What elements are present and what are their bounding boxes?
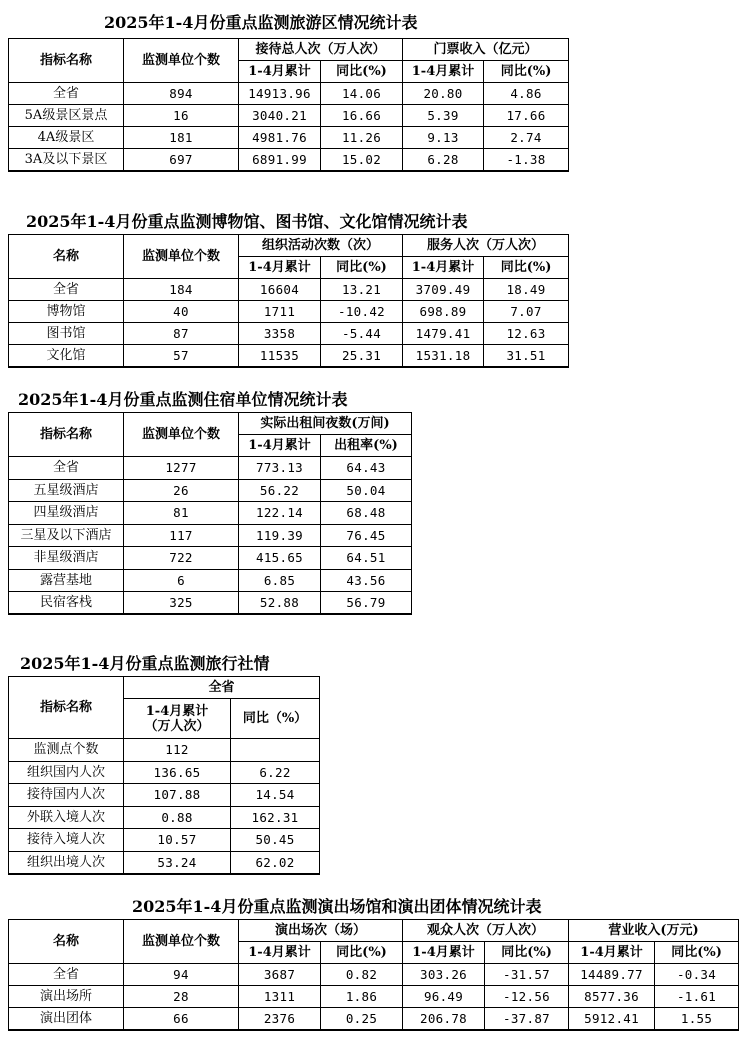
cell-value: 76.45 [321,524,412,547]
row-label: 图书馆 [9,323,124,345]
table-row [9,457,412,480]
cell-value: 7.07 [484,301,569,323]
header-yoy: 同比(%) [484,257,569,279]
cell-value: 14.06 [321,83,403,105]
cell-value: 16604 [239,279,321,301]
row-label: 演出团体 [9,1008,124,1030]
table-row [9,149,569,171]
header-unit-count: 监测单位个数 [124,920,239,964]
cell-value: 122.14 [239,502,321,525]
header-yoy: 同比(%) [321,942,403,964]
row-label: 露营基地 [9,569,124,592]
cell-value: 1479.41 [403,323,484,345]
table-row [9,547,412,570]
row-label: 4A级景区 [9,127,124,149]
header-cumulative: 1-4月累计 [403,61,484,83]
cell-value: 53.24 [124,851,231,874]
cell-value: 14913.96 [239,83,321,105]
cell-value: 26 [124,479,239,502]
cell-value: -5.44 [321,323,403,345]
table-row [9,479,412,502]
cell-value: 17.66 [484,105,569,127]
cell-value: 96.49 [403,986,485,1008]
header-cumulative: 1-4月累计 [403,257,484,279]
cell-value: 0.82 [321,964,403,986]
header-indicator-name: 指标名称 [9,39,124,83]
cell-value: 64.43 [321,457,412,480]
header-cumulative-line1: 1-4月累计 [145,703,209,719]
row-label: 组织出境人次 [9,851,124,874]
table-row [9,83,569,105]
header-activities: 组织活动次数（次） [239,235,403,257]
table5-title: 2025年1-4月份重点监测演出场馆和演出团体情况统计表 [132,897,542,916]
cell-value: 206.78 [403,1008,485,1030]
cell-value: 894 [124,83,239,105]
header-unit-count: 监测单位个数 [124,39,239,83]
cell-value: 107.88 [124,784,231,807]
header-name: 名称 [9,235,124,279]
cell-value: 184 [124,279,239,301]
cell-value: -0.34 [655,964,739,986]
table4-title: 2025年1-4月份重点监测旅行社情 [20,654,270,673]
cell-value: 57 [124,345,239,367]
table-row [9,964,739,986]
row-label: 全省 [9,279,124,301]
cell-value: 136.65 [124,761,231,784]
row-label: 三星及以下酒店 [9,524,124,547]
row-label: 外联入境人次 [9,806,124,829]
cell-value: 303.26 [403,964,485,986]
cell-value: 14489.77 [569,964,655,986]
cell-value: 11535 [239,345,321,367]
cell-value: 4981.76 [239,127,321,149]
row-label: 全省 [9,83,124,105]
header-province: 全省 [124,677,320,699]
table-row [9,569,412,592]
cell-value: 66 [124,1008,239,1030]
cell-value: 56.79 [321,592,412,615]
cell-value: 112 [124,739,231,762]
header-revenue: 营业收入(万元) [569,920,739,942]
cell-value: 2376 [239,1008,321,1030]
cell-value: 1.86 [321,986,403,1008]
cell-value: -31.57 [485,964,569,986]
cell-value: 43.56 [321,569,412,592]
cell-value: 12.63 [484,323,569,345]
table1-scenic-areas [8,38,569,172]
table-row [9,784,320,807]
cell-value: 56.22 [239,479,321,502]
table-row [9,592,412,615]
row-label: 全省 [9,457,124,480]
table-row [9,806,320,829]
cell-value: -1.61 [655,986,739,1008]
cell-value: 415.65 [239,547,321,570]
cell-value: 4.86 [484,83,569,105]
cell-value: 3358 [239,323,321,345]
table-row [9,986,739,1008]
header-cumulative-line2: （万人次） [144,718,210,734]
cell-value: -12.56 [485,986,569,1008]
header-service-visits: 服务人次（万人次） [403,235,569,257]
table-row [9,127,569,149]
header-yoy: 同比（%） [231,699,320,739]
table2-cultural-venues [8,234,569,368]
cell-value: 40 [124,301,239,323]
table-row [9,279,569,301]
header-cumulative: 1-4月累计 [239,61,321,83]
cell-value: 25.31 [321,345,403,367]
header-visitors: 接待总人次（万人次） [239,39,403,61]
cell-value: 1711 [239,301,321,323]
cell-value: 18.49 [484,279,569,301]
cell-value: 31.51 [484,345,569,367]
row-label: 文化馆 [9,345,124,367]
header-yoy: 同比(%) [321,61,403,83]
header-cumulative [124,699,231,739]
cell-value: 1.55 [655,1008,739,1030]
header-unit-count: 监测单位个数 [124,235,239,279]
cell-value: 1311 [239,986,321,1008]
cell-value: 2.74 [484,127,569,149]
table-row [9,323,569,345]
table-row [9,761,320,784]
header-cumulative: 1-4月累计 [239,257,321,279]
cell-value: 50.45 [231,829,320,852]
cell-value: 722 [124,547,239,570]
cell-value: 181 [124,127,239,149]
cell-value: 62.02 [231,851,320,874]
cell-value: 16.66 [321,105,403,127]
header-cumulative: 1-4月累计 [403,942,485,964]
header-yoy: 同比(%) [655,942,739,964]
header-audience: 观众人次（万人次） [403,920,569,942]
header-occupancy-rate: 出租率(%) [321,435,412,457]
row-label: 四星级酒店 [9,502,124,525]
row-label: 接待入境人次 [9,829,124,852]
cell-value: 325 [124,592,239,615]
cell-value: 52.88 [239,592,321,615]
cell-value: 117 [124,524,239,547]
header-indicator-name: 指标名称 [9,413,124,457]
cell-value: 6 [124,569,239,592]
cell-value: 87 [124,323,239,345]
row-label: 非星级酒店 [9,547,124,570]
cell-value: 20.80 [403,83,484,105]
cell-value: 9.13 [403,127,484,149]
cell-value: 5912.41 [569,1008,655,1030]
table-row [9,502,412,525]
cell-value: 119.39 [239,524,321,547]
cell-value: 6.28 [403,149,484,171]
table-row [9,851,320,874]
header-unit-count: 监测单位个数 [124,413,239,457]
cell-value: 16 [124,105,239,127]
cell-value: 81 [124,502,239,525]
table4-travel-agencies [8,676,320,875]
cell-value: 15.02 [321,149,403,171]
cell-value: 6.85 [239,569,321,592]
cell-value: 1277 [124,457,239,480]
cell-value: -37.87 [485,1008,569,1030]
table3-accommodation [8,412,412,615]
header-cumulative: 1-4月累计 [239,942,321,964]
cell-value: 3040.21 [239,105,321,127]
header-cumulative: 1-4月累计 [239,435,321,457]
row-label: 博物馆 [9,301,124,323]
cell-value: 0.88 [124,806,231,829]
cell-value: 8577.36 [569,986,655,1008]
table-row [9,301,569,323]
table1-title: 2025年1-4月份重点监测旅游区情况统计表 [104,13,418,32]
cell-value: -1.38 [484,149,569,171]
cell-value: 3709.49 [403,279,484,301]
table5-performance-venues [8,919,739,1031]
table2-title: 2025年1-4月份重点监测博物馆、图书馆、文化馆情况统计表 [26,212,468,231]
header-ticket-revenue: 门票收入（亿元） [403,39,569,61]
table3-title: 2025年1-4月份重点监测住宿单位情况统计表 [18,390,348,409]
row-label: 全省 [9,964,124,986]
header-yoy: 同比(%) [485,942,569,964]
cell-value: 0.25 [321,1008,403,1030]
table-row [9,1008,739,1030]
cell-value: 94 [124,964,239,986]
row-label: 组织国内人次 [9,761,124,784]
cell-value: 68.48 [321,502,412,525]
cell-value: 10.57 [124,829,231,852]
header-yoy: 同比(%) [484,61,569,83]
cell-value: -10.42 [321,301,403,323]
cell-value: 1531.18 [403,345,484,367]
cell-value: 773.13 [239,457,321,480]
row-label: 演出场所 [9,986,124,1008]
row-label: 民宿客栈 [9,592,124,615]
cell-value: 28 [124,986,239,1008]
table-row [9,524,412,547]
table-row [9,345,569,367]
cell-value: 162.31 [231,806,320,829]
cell-value: 3687 [239,964,321,986]
header-yoy: 同比(%) [321,257,403,279]
cell-value: 13.21 [321,279,403,301]
cell-value: 6.22 [231,761,320,784]
row-label: 监测点个数 [9,739,124,762]
row-label: 接待国内人次 [9,784,124,807]
header-cumulative: 1-4月累计 [569,942,655,964]
cell-value: 5.39 [403,105,484,127]
cell-value [231,739,320,762]
table-row [9,739,320,762]
row-label: 3A及以下景区 [9,149,124,171]
header-name: 名称 [9,920,124,964]
header-performances: 演出场次（场） [239,920,403,942]
table-row [9,829,320,852]
cell-value: 11.26 [321,127,403,149]
cell-value: 6891.99 [239,149,321,171]
header-room-nights: 实际出租间夜数(万间) [239,413,412,435]
cell-value: 64.51 [321,547,412,570]
cell-value: 698.89 [403,301,484,323]
row-label: 五星级酒店 [9,479,124,502]
header-indicator-name: 指标名称 [9,677,124,739]
row-label: 5A级景区景点 [9,105,124,127]
cell-value: 50.04 [321,479,412,502]
cell-value: 697 [124,149,239,171]
cell-value: 14.54 [231,784,320,807]
table-row [9,105,569,127]
